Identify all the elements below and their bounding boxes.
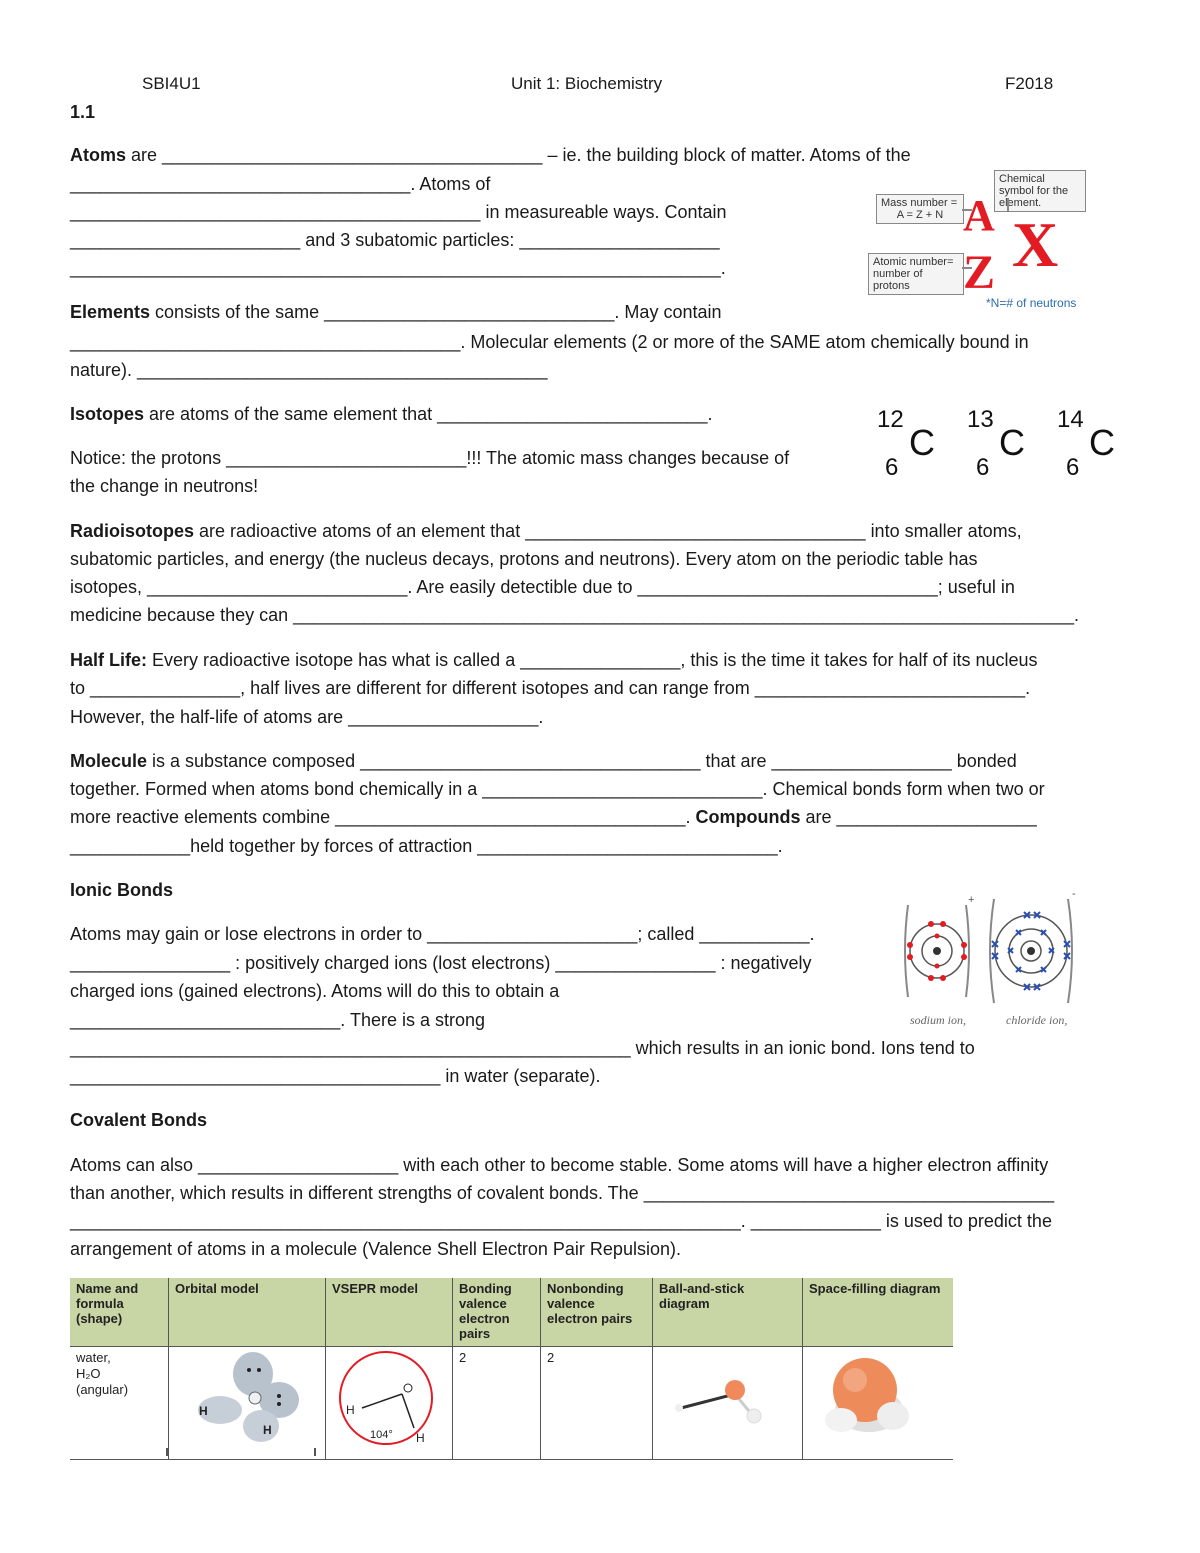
covalent-line-1: Atoms can also ____________________ with each other to become stable. Some atoms will have a higher electron affinity xyxy=(70,1155,1049,1175)
radioisotopes-term: Radioisotopes xyxy=(70,521,195,541)
chem-symbol-callout: Chemical symbol for the element. xyxy=(994,170,1086,212)
vsepr-h-left: H xyxy=(346,1403,355,1417)
isotopes-line-1 xyxy=(70,403,712,425)
halflife-line-1 xyxy=(70,649,1038,671)
water-name-cell xyxy=(70,1347,169,1460)
compounds-term: Compounds xyxy=(695,807,801,827)
elements-line-3: nature). _________________________________________ xyxy=(70,360,548,380)
water-spacefill-cell xyxy=(803,1347,954,1460)
radioisotopes-line-3: isotopes, __________________________. Are easily detectible due to ______________________________; useful in xyxy=(70,577,1015,597)
atoms-line-4: _______________________ and 3 subatomic particles: ____________________ xyxy=(70,230,720,250)
ionic-heading: Ionic Bonds xyxy=(70,880,173,900)
elements-line-1 xyxy=(70,301,722,323)
water-nonbonding-cell: 2 xyxy=(541,1347,653,1460)
svg-text:H: H xyxy=(263,1423,272,1437)
halflife-line-2: to _______________, half lives are different for different isotopes and can range from ___________________________. xyxy=(70,678,1031,698)
header-unit: Unit 1: Biochemistry xyxy=(511,74,663,93)
halflife-text-1: Every radioactive isotope has what is called a ________________, this is the time it takes for half of its nucleus xyxy=(147,650,1038,670)
isotopes-term: Isotopes xyxy=(70,404,145,424)
isotopes-notice-2: the change in neutrons! xyxy=(70,476,259,496)
water-bonding-cell: 2 xyxy=(453,1347,541,1460)
isotopes-notice-1: Notice: the protons ________________________!!! The atomic mass changes because of xyxy=(70,448,790,468)
c12-atomic: 6 xyxy=(885,454,899,481)
vsepr-h-right: H xyxy=(416,1431,425,1445)
ionic-line-1: Atoms may gain or lose electrons in order to _____________________; called ___________. xyxy=(70,924,815,944)
atomic-number-label-1: Atomic number= xyxy=(873,256,954,268)
radioisotopes-line-4: medicine because they can ______________________________________________________________________________. xyxy=(70,605,1079,625)
chloride-caption: chloride ion, xyxy=(1006,1013,1068,1027)
chloride-charge: - xyxy=(1072,888,1076,900)
section-number: 1.1 xyxy=(70,102,96,122)
ionic-line-5: ________________________________________________________ which results in an ionic bond. Ions tend to xyxy=(70,1038,975,1058)
radioisotopes-line-2: subatomic particles, and energy (the nucleus decays, protons and neutrons). Every atom on the periodic table has xyxy=(70,549,978,569)
covalent-line-3: ___________________________________________________________________. _____________ is used to predict the xyxy=(70,1211,1052,1231)
header-course: SBI4U1 xyxy=(142,74,201,93)
mass-number-label-2: A = Z + N xyxy=(896,209,944,221)
c12-mass: 12 xyxy=(877,406,904,433)
c12-symbol: C xyxy=(909,422,935,463)
radioisotopes-text-1: are radioactive atoms of an element that __________________________________ into smaller atoms, xyxy=(194,521,1022,541)
header-term: F2018 xyxy=(1005,74,1054,93)
vsepr-header-bonding: Bonding valence electron pairs xyxy=(453,1278,541,1347)
ionic-line-3: charged ions (gained electrons). Atoms will do this to obtain a xyxy=(70,981,560,1001)
molecule-line-2: together. Formed when atoms bond chemically in a ____________________________. Chemical bonds form when two or xyxy=(70,779,1045,799)
ball-and-stick-image xyxy=(659,1350,779,1446)
covalent-line-2: than another, which results in different strengths of covalent bonds. The _________________________________________ xyxy=(70,1183,1055,1203)
molecule-term: Molecule xyxy=(70,751,148,771)
water-ballstick-cell xyxy=(653,1347,803,1460)
sodium-charge: + xyxy=(968,894,975,906)
molecule-line-3 xyxy=(70,806,1037,828)
element-symbol: X xyxy=(1012,209,1059,280)
c13-atomic: 6 xyxy=(976,454,990,481)
vsepr-header-orbital: Orbital model xyxy=(169,1278,326,1347)
isotopes-text-1: are atoms of the same element that ___________________________. xyxy=(144,404,713,424)
ionic-line-2: ________________ : positively charged ions (lost electrons) ________________ : negatively xyxy=(70,953,812,973)
atoms-term: Atoms xyxy=(70,145,127,165)
c14-symbol: C xyxy=(1089,422,1115,463)
ionic-line-4: ___________________________. There is a strong xyxy=(70,1010,486,1030)
water-shape: (angular) xyxy=(76,1382,129,1397)
halflife-line-3: However, the half-life of atoms are ___________________. xyxy=(70,707,544,727)
table-continuation-lines xyxy=(70,1448,953,1456)
mass-number-symbol: A xyxy=(963,191,995,240)
sodium-caption: sodium ion, xyxy=(910,1013,967,1027)
space-filling-image xyxy=(809,1350,919,1446)
molecule-text-3a: more reactive elements combine ___________________________________. xyxy=(70,807,696,827)
atomic-number-symbol: Z xyxy=(963,246,996,299)
atoms-line-3: _________________________________________ in measureable ways. Contain xyxy=(70,202,727,222)
vsepr-row-water xyxy=(70,1347,953,1460)
molecule-text-1: is a substance composed __________________________________ that are __________________ bonded xyxy=(147,751,1017,771)
vsepr-header-vsepr: VSEPR model xyxy=(326,1278,453,1347)
orbital-model-image xyxy=(175,1350,305,1446)
vsepr-angle: 104° xyxy=(370,1429,393,1441)
vsepr-model-image xyxy=(332,1350,442,1450)
halflife-term: Half Life: xyxy=(70,650,148,670)
vsepr-header-nonbonding: Nonbonding valence electron pairs xyxy=(541,1278,653,1347)
molecule-line-1 xyxy=(70,750,1017,772)
svg-text:H: H xyxy=(199,1404,208,1418)
elements-term: Elements xyxy=(70,302,151,322)
water-formula: H₂O xyxy=(76,1366,101,1381)
vsepr-header-name: Name and formula (shape) xyxy=(70,1278,169,1347)
c13-symbol: C xyxy=(999,422,1025,463)
elements-text-1: consists of the same _____________________________. May contain xyxy=(150,302,722,322)
water-name: water, xyxy=(76,1350,111,1365)
radioisotopes-line-1 xyxy=(70,520,1022,542)
atoms-line-5: _________________________________________________________________. xyxy=(70,258,726,278)
atoms-text-1: are ______________________________________ – ie. the building block of matter. Atoms of the xyxy=(126,145,911,165)
ionic-line-6: _____________________________________ in water (separate). xyxy=(70,1066,601,1086)
elements-line-2: _______________________________________. Molecular elements (2 or more of the SAME atom chemically bound in xyxy=(70,332,1029,352)
mass-number-label-1: Mass number = xyxy=(881,197,958,209)
ion-diagram xyxy=(898,893,1080,1011)
c13-mass: 13 xyxy=(967,406,994,433)
c14-mass: 14 xyxy=(1057,406,1084,433)
neutron-note: *N=# of neutrons xyxy=(986,296,1077,310)
atoms-line-1 xyxy=(70,144,911,166)
water-orbital-cell xyxy=(169,1347,326,1460)
atoms-line-2: __________________________________. Atoms of xyxy=(70,174,491,194)
atomic-number-label-2: number of protons xyxy=(873,268,923,292)
covalent-heading: Covalent Bonds xyxy=(70,1110,208,1130)
vsepr-header-row xyxy=(70,1278,953,1347)
vsepr-table xyxy=(70,1278,953,1460)
vsepr-header-ballstick: Ball-and-stick diagram xyxy=(653,1278,803,1347)
water-vsepr-cell xyxy=(326,1347,453,1460)
covalent-line-4: arrangement of atoms in a molecule (Valence Shell Electron Pair Repulsion). xyxy=(70,1239,681,1259)
c14-atomic: 6 xyxy=(1066,454,1080,481)
molecule-text-3b: are ____________________ xyxy=(800,807,1037,827)
vsepr-header-spacefill: Space-filling diagram xyxy=(803,1278,954,1347)
molecule-line-4: ____________held together by forces of attraction ______________________________. xyxy=(70,836,783,856)
